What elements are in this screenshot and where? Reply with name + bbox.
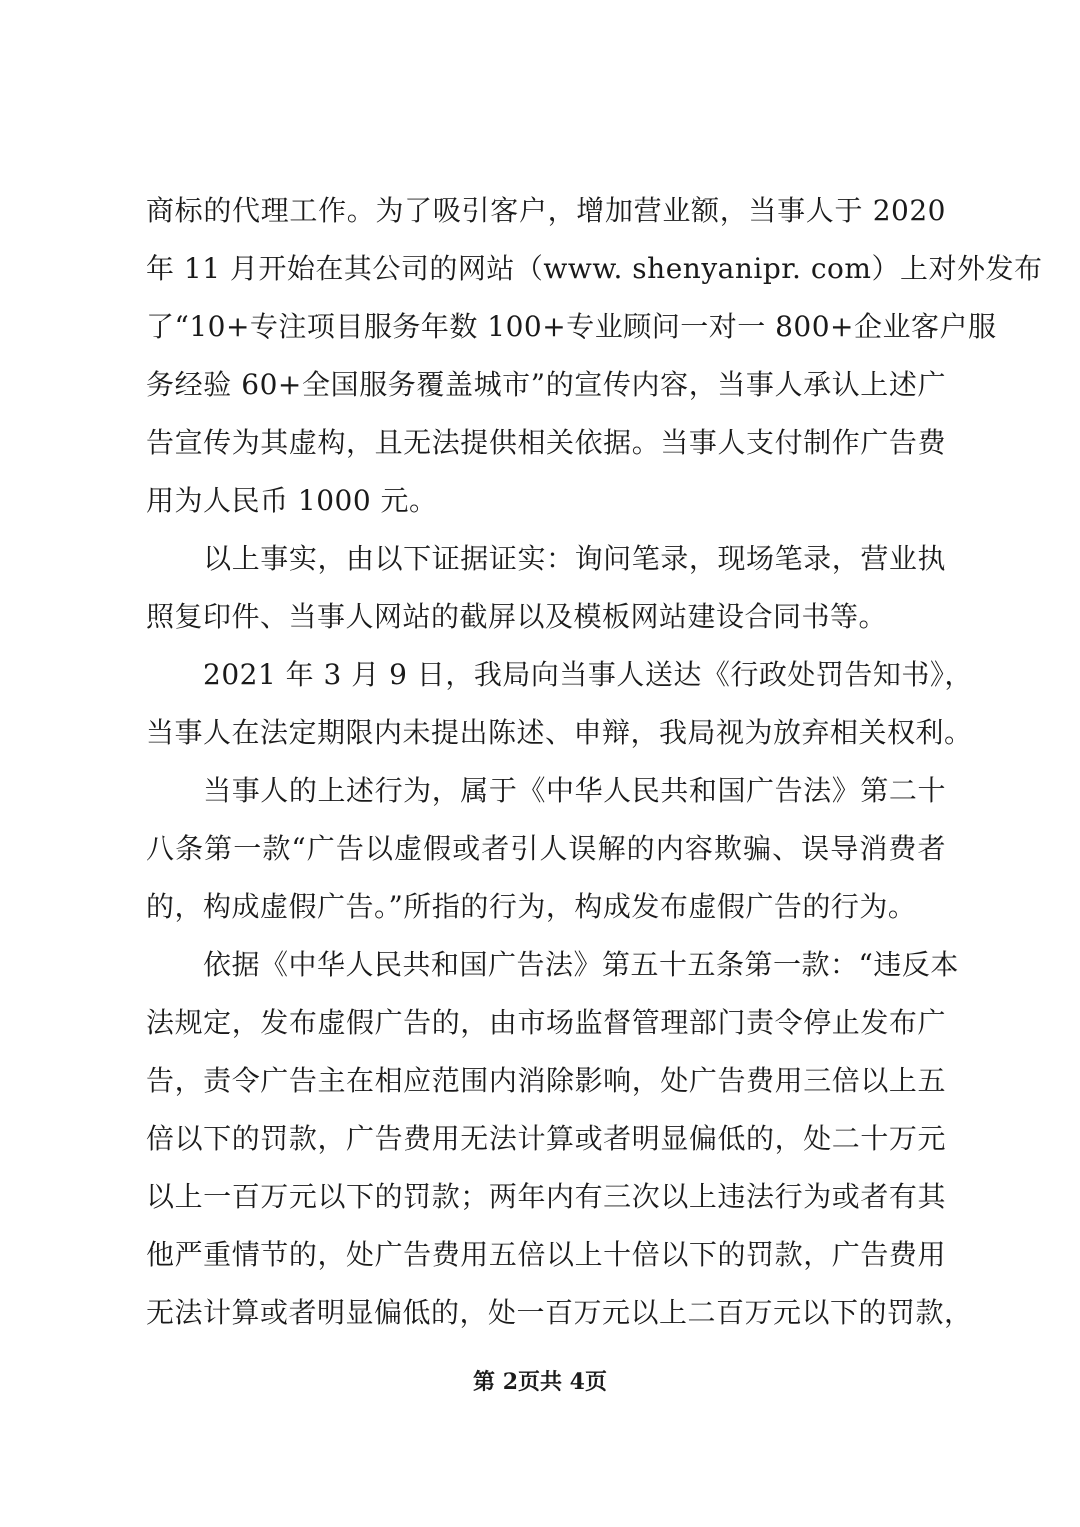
- text-line: 的，构成虚假广告。”所指的行为，构成发布虚假广告的行为。: [146, 890, 917, 923]
- text-line: 以上一百万元以下的罚款；两年内有三次以上违法行为或者有其: [146, 1180, 946, 1213]
- text-line: 倍以下的罚款，广告费用无法计算或者明显偏低的，处二十万元: [146, 1122, 946, 1155]
- text-line: 用为人民币 1000 元。: [146, 484, 438, 517]
- text-line: 2021 年 3 月 9 日，我局向当事人送达《行政处罚告知书》，: [146, 658, 973, 691]
- page-number-footer: 第 2页共 4页: [473, 1369, 607, 1395]
- text-line: 年 11 月开始在其公司的网站（www. shenyanipr. com）上对外发布: [146, 252, 1043, 285]
- text-line: 告，责令广告主在相应范围内消除影响，处广告费用三倍以上五: [146, 1064, 946, 1097]
- text-line: 八条第一款“广告以虚假或者引人误解的内容欺骗、误导消费者: [146, 832, 946, 865]
- text-line: 法规定，发布虚假广告的，由市场监督管理部门责令停止发布广: [146, 1006, 946, 1039]
- text-line: 当事人在法定期限内未提出陈述、申辩，我局视为放弃相关权利。: [146, 716, 973, 749]
- text-line: 告宣传为其虚构，且无法提供相关依据。当事人支付制作广告费: [146, 426, 946, 459]
- text-line: 商标的代理工作。为了吸引客户，增加营业额，当事人于 2020: [146, 194, 946, 227]
- text-line: 照复印件、当事人网站的截屏以及模板网站建设合同书等。: [146, 600, 888, 633]
- text-line: 无法计算或者明显偏低的，处一百万元以上二百万元以下的罚款，: [146, 1296, 973, 1329]
- text-line: 以上事实，由以下证据证实：询问笔录，现场笔录，营业执: [146, 542, 946, 575]
- text-line: 依据《中华人民共和国广告法》第五十五条第一款：“违反本: [146, 948, 959, 981]
- text-line: 务经验 60+全国服务覆盖城市”的宣传内容，当事人承认上述广: [146, 368, 946, 401]
- document-body: [146, 182, 1043, 1342]
- text-line: 他严重情节的，处广告费用五倍以上十倍以下的罚款，广告费用: [146, 1238, 946, 1271]
- text-line: 当事人的上述行为，属于《中华人民共和国广告法》第二十: [146, 774, 946, 807]
- text-line: 了“10+专注项目服务年数 100+专业顾问一对一 800+企业客户服: [146, 310, 997, 343]
